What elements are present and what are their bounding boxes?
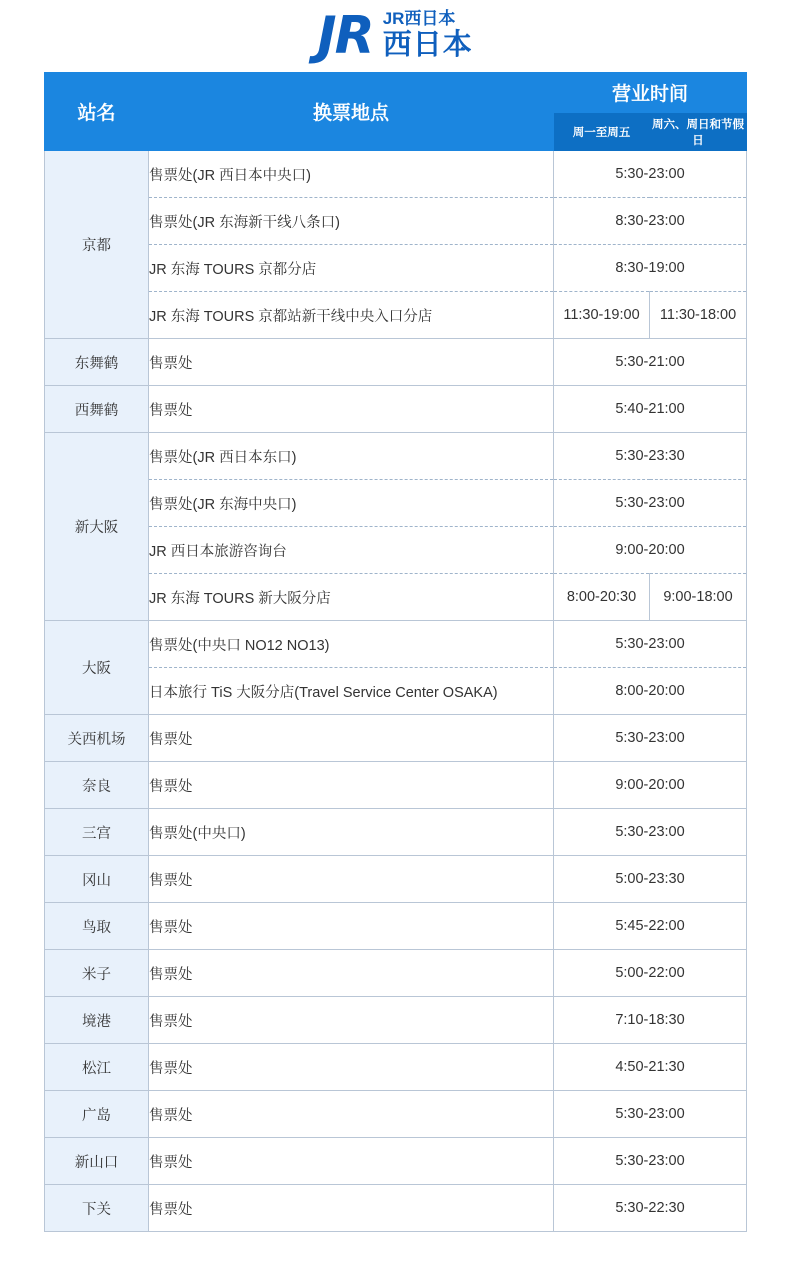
hours-cell: 5:30-23:00 <box>554 809 747 856</box>
hours-cell: 5:30-23:00 <box>554 1091 747 1138</box>
station-cell: 境港 <box>45 997 149 1044</box>
place-cell: 售票处(JR 西日本中央口) <box>149 151 554 198</box>
ticket-office-table <box>44 72 747 1232</box>
station-cell: 大阪 <box>45 621 149 715</box>
table-row <box>45 715 747 762</box>
station-cell: 鸟取 <box>45 903 149 950</box>
table-header-row-main <box>45 73 747 113</box>
table-row <box>45 950 747 997</box>
hours-cell: 5:00-22:00 <box>554 950 747 997</box>
table-row <box>45 339 747 386</box>
station-cell: 关西机场 <box>45 715 149 762</box>
place-cell: JR 西日本旅游咨询台 <box>149 527 554 574</box>
jr-logo-mark: JR <box>317 6 373 66</box>
place-cell: 售票处(中央口 NO12 NO13) <box>149 621 554 668</box>
place-cell: 售票处 <box>149 1185 554 1232</box>
table-row <box>45 386 747 433</box>
table-row <box>45 809 747 856</box>
place-cell: 售票处(JR 东海中央口) <box>149 480 554 527</box>
hours-weekend-cell: 9:00-18:00 <box>650 574 747 621</box>
station-cell: 米子 <box>45 950 149 997</box>
table-row <box>45 198 747 245</box>
place-cell: 售票处 <box>149 997 554 1044</box>
station-cell: 京都 <box>45 151 149 339</box>
header-station: 站名 <box>45 73 149 151</box>
station-cell: 下关 <box>45 1185 149 1232</box>
table-row <box>45 480 747 527</box>
place-cell: 售票处 <box>149 1091 554 1138</box>
table-row <box>45 433 747 480</box>
table-row <box>45 903 747 950</box>
jr-logo-big-text: 西日本 <box>382 29 473 61</box>
hours-cell: 9:00-20:00 <box>554 762 747 809</box>
place-cell: JR 东海 TOURS 新大阪分店 <box>149 574 554 621</box>
table-row <box>45 668 747 715</box>
hours-weekday-cell: 8:00-20:30 <box>554 574 650 621</box>
jr-logo-small-text: JR西日本 <box>382 9 456 28</box>
table-row <box>45 1185 747 1232</box>
hours-cell: 9:00-20:00 <box>554 527 747 574</box>
hours-cell: 5:30-23:00 <box>554 1138 747 1185</box>
place-cell: 日本旅行 TiS 大阪分店(Travel Service Center OSAKA) <box>149 668 554 715</box>
hours-weekday-cell: 11:30-19:00 <box>554 292 650 339</box>
table-row <box>45 292 747 339</box>
hours-cell: 5:30-23:00 <box>554 151 747 198</box>
place-cell: 售票处(JR 西日本东口) <box>149 433 554 480</box>
place-cell: 售票处 <box>149 762 554 809</box>
hours-weekend-cell: 11:30-18:00 <box>650 292 747 339</box>
place-cell: 售票处(中央口) <box>149 809 554 856</box>
table-row <box>45 1044 747 1091</box>
table-row <box>45 527 747 574</box>
place-cell: 售票处 <box>149 715 554 762</box>
header-hours: 营业时间 <box>554 73 747 113</box>
table-row <box>45 1138 747 1185</box>
ticket-office-table-wrapper <box>0 72 790 1232</box>
hours-cell: 5:40-21:00 <box>554 386 747 433</box>
station-cell: 广岛 <box>45 1091 149 1138</box>
table-row <box>45 621 747 668</box>
hours-cell: 5:30-23:30 <box>554 433 747 480</box>
station-cell: 三宫 <box>45 809 149 856</box>
hours-cell: 5:45-22:00 <box>554 903 747 950</box>
jr-west-logo <box>0 0 790 72</box>
table-body <box>45 151 747 1232</box>
table-row <box>45 574 747 621</box>
station-cell: 松江 <box>45 1044 149 1091</box>
hours-cell: 8:30-23:00 <box>554 198 747 245</box>
hours-cell: 5:30-23:00 <box>554 715 747 762</box>
place-cell: 售票处(JR 东海新干线八条口) <box>149 198 554 245</box>
station-cell: 奈良 <box>45 762 149 809</box>
place-cell: 售票处 <box>149 1044 554 1091</box>
place-cell: 售票处 <box>149 1138 554 1185</box>
place-cell: 售票处 <box>149 856 554 903</box>
hours-cell: 8:00-20:00 <box>554 668 747 715</box>
table-row <box>45 245 747 292</box>
station-cell: 西舞鹤 <box>45 386 149 433</box>
header-place: 换票地点 <box>149 73 554 151</box>
place-cell: JR 东海 TOURS 京都分店 <box>149 245 554 292</box>
header-weekday: 周一至周五 <box>554 113 650 151</box>
place-cell: 售票处 <box>149 386 554 433</box>
table-row <box>45 1091 747 1138</box>
table-row <box>45 997 747 1044</box>
table-row <box>45 856 747 903</box>
table-row <box>45 151 747 198</box>
hours-cell: 5:30-23:00 <box>554 480 747 527</box>
place-cell: JR 东海 TOURS 京都站新干线中央入口分店 <box>149 292 554 339</box>
station-cell: 东舞鹤 <box>45 339 149 386</box>
station-cell: 新山口 <box>45 1138 149 1185</box>
place-cell: 售票处 <box>149 339 554 386</box>
place-cell: 售票处 <box>149 903 554 950</box>
hours-cell: 5:00-23:30 <box>554 856 747 903</box>
jr-logo-text <box>383 10 473 60</box>
table-head <box>45 73 747 151</box>
station-cell: 新大阪 <box>45 433 149 621</box>
hours-cell: 8:30-19:00 <box>554 245 747 292</box>
station-cell: 冈山 <box>45 856 149 903</box>
hours-cell: 5:30-22:30 <box>554 1185 747 1232</box>
table-row <box>45 762 747 809</box>
place-cell: 售票处 <box>149 950 554 997</box>
hours-cell: 4:50-21:30 <box>554 1044 747 1091</box>
hours-cell: 5:30-21:00 <box>554 339 747 386</box>
hours-cell: 7:10-18:30 <box>554 997 747 1044</box>
header-weekend: 周六、周日和节假日 <box>650 113 747 151</box>
hours-cell: 5:30-23:00 <box>554 621 747 668</box>
